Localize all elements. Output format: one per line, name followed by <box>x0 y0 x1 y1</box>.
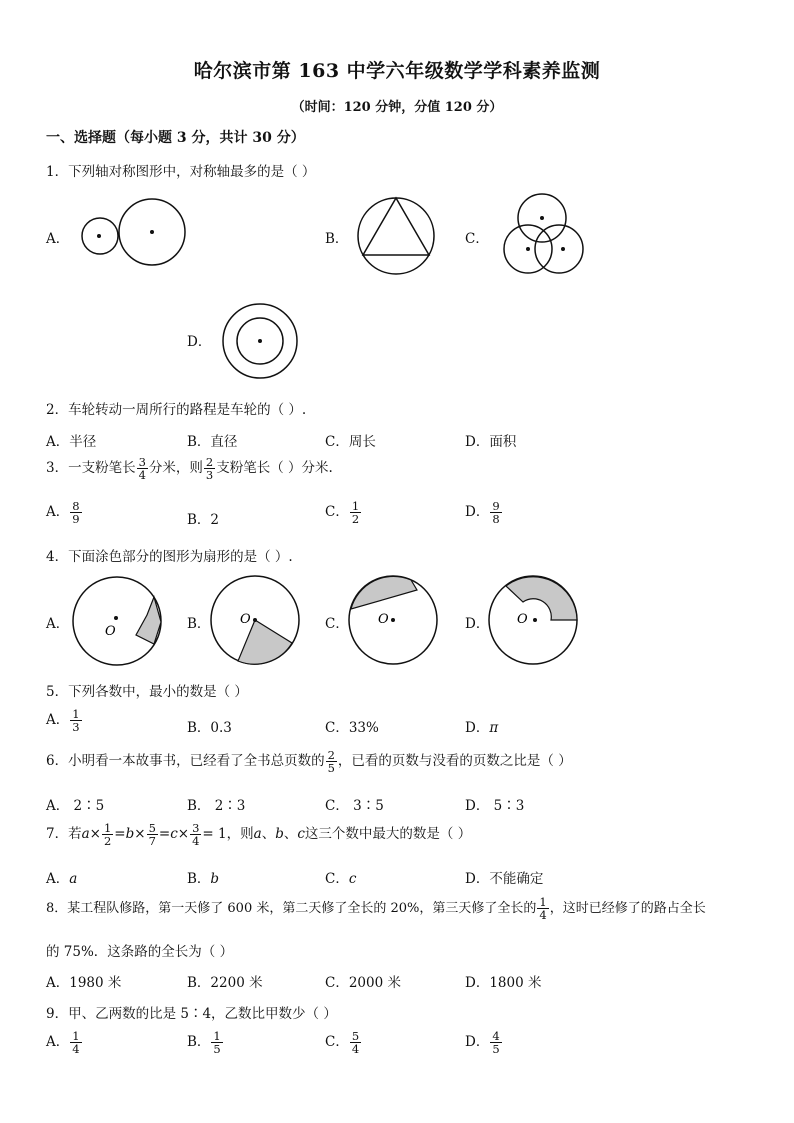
q5-option-b[interactable]: B．0.3 <box>187 720 232 736</box>
q1-option-c-label[interactable]: C． <box>465 231 489 247</box>
q8-fraction: $\frac{1}{4}$ <box>539 895 547 923</box>
q1-figure-b <box>355 196 437 278</box>
q2-option-b[interactable]: B．直径 <box>187 434 238 450</box>
question-6-stem: 6．小明看一本故事书，已经看了全书总页数的 $\frac{2}{5}$ ，已看的页数与没看的页数之比是（ ） <box>46 748 572 776</box>
q8-option-b[interactable]: B．2200 米 <box>187 975 263 991</box>
question-4-stem: 4．下面涂色部分的图形为扇形的是（ ）. <box>46 549 293 565</box>
q1-figure-c <box>500 193 586 277</box>
svg-text:O: O <box>240 612 251 627</box>
page-subtitle: （时间：120 分钟，分值 120 分） <box>291 100 503 115</box>
q5-option-a[interactable]: A． $\frac{1}{3}$ <box>46 707 80 735</box>
q6-option-c[interactable]: C． 3∶5 <box>325 798 384 814</box>
q4-figure-a <box>72 577 164 667</box>
q6-option-a[interactable]: A． 2∶5 <box>46 798 105 814</box>
q3-option-c[interactable]: C． $\frac{1}{2}$ <box>325 499 360 527</box>
q4-option-c-label[interactable]: C． <box>325 616 349 632</box>
question-9-stem: 9．甲、乙两数的比是 5∶4，乙数比甲数少（ ） <box>46 1006 337 1022</box>
question-5-stem: 5．下列各数中，最小的数是（ ） <box>46 684 248 700</box>
q3-fraction-1: $\frac{3}{4}$ <box>138 455 146 483</box>
question-1-stem: 1．下列轴对称图形中，对称轴最多的是（ ） <box>46 164 316 180</box>
q7-option-c[interactable]: C．c <box>325 871 357 887</box>
q9-option-c[interactable]: C． $\frac{5}{4}$ <box>325 1029 360 1057</box>
q1-figure-d <box>222 303 300 381</box>
q4-option-b-label[interactable]: B． <box>187 616 211 632</box>
q3-option-d[interactable]: D． $\frac{9}{8}$ <box>465 499 500 527</box>
q1-option-a-label[interactable]: A． <box>46 231 70 247</box>
section-heading: 一、选择题（每小题 3 分，共计 30 分） <box>46 130 305 146</box>
q1-option-d-label[interactable]: D． <box>187 334 212 350</box>
q3-stem-part3: 支粉笔长（ ）分米. <box>216 460 333 477</box>
svg-text:O: O <box>105 624 116 639</box>
q8-option-c[interactable]: C．2000 米 <box>325 975 401 991</box>
q5-option-c[interactable]: C．33% <box>325 720 379 736</box>
q9-option-d[interactable]: D． $\frac{4}{5}$ <box>465 1029 500 1057</box>
q4-figure-b <box>210 576 302 666</box>
q1-figure-a <box>78 195 188 270</box>
q9-option-a[interactable]: A． $\frac{1}{4}$ <box>46 1029 80 1057</box>
question-3-stem <box>46 456 333 481</box>
q3-fraction-2: $\frac{2}{3}$ <box>205 455 214 483</box>
q9-option-b[interactable]: B． $\frac{1}{5}$ <box>187 1029 221 1057</box>
q3-stem-part2: 分米，则 <box>148 460 203 477</box>
q7-option-d[interactable]: D．不能确定 <box>465 871 544 887</box>
q6-option-d[interactable]: D． 5∶3 <box>465 798 525 814</box>
q3-stem-part1: 3．一支粉笔长 <box>46 460 136 477</box>
q2-option-a[interactable]: A．半径 <box>46 434 97 450</box>
q7-option-b[interactable]: B．b <box>187 871 220 887</box>
page-title: 哈尔滨市第 163 中学六年级数学学科素养监测 <box>193 60 601 82</box>
question-8-line-1: 8．某工程队修路，第一天修了 600 米，第二天修了全长的 20%，第三天修了全长的 $\frac{1}{4}$ ，这时已经修了的路占全长 <box>46 895 706 923</box>
q8-option-d[interactable]: D．1800 米 <box>465 975 542 991</box>
question-2-stem: 2．车轮转动一周所行的路程是车轮的（ ）. <box>46 402 307 418</box>
q4-figure-d <box>488 576 580 666</box>
q3-option-b[interactable]: B．2 <box>187 512 220 528</box>
question-8-line-2: 的 75%．这条路的全长为（ ） <box>46 944 234 960</box>
q4-option-d-label[interactable]: D． <box>465 616 490 632</box>
q2-option-c[interactable]: C．周长 <box>325 434 376 450</box>
q6-fraction: $\frac{2}{5}$ <box>327 748 335 776</box>
svg-text:O: O <box>517 612 528 627</box>
q2-option-d[interactable]: D．面积 <box>465 434 517 450</box>
q3-option-a[interactable]: A． $\frac{8}{9}$ <box>46 499 80 527</box>
q1-option-b-label[interactable]: B． <box>325 231 349 247</box>
q6-option-b[interactable]: B． 2∶3 <box>187 798 246 814</box>
svg-text:O: O <box>378 612 389 627</box>
question-7-stem: 7．若a× $\frac{1}{2}$ =b× $\frac{5}{7}$ =c× $\frac{3}{4}$ = 1，则a、b、c这三个数中最大的数是（ ） <box>46 821 472 849</box>
q4-figure-c <box>348 576 440 666</box>
q5-option-d[interactable]: D．π <box>465 720 499 736</box>
q8-option-a[interactable]: A．1980 米 <box>46 975 122 991</box>
q4-option-a-label[interactable]: A． <box>46 616 70 632</box>
q7-option-a[interactable]: A．a <box>46 871 78 887</box>
